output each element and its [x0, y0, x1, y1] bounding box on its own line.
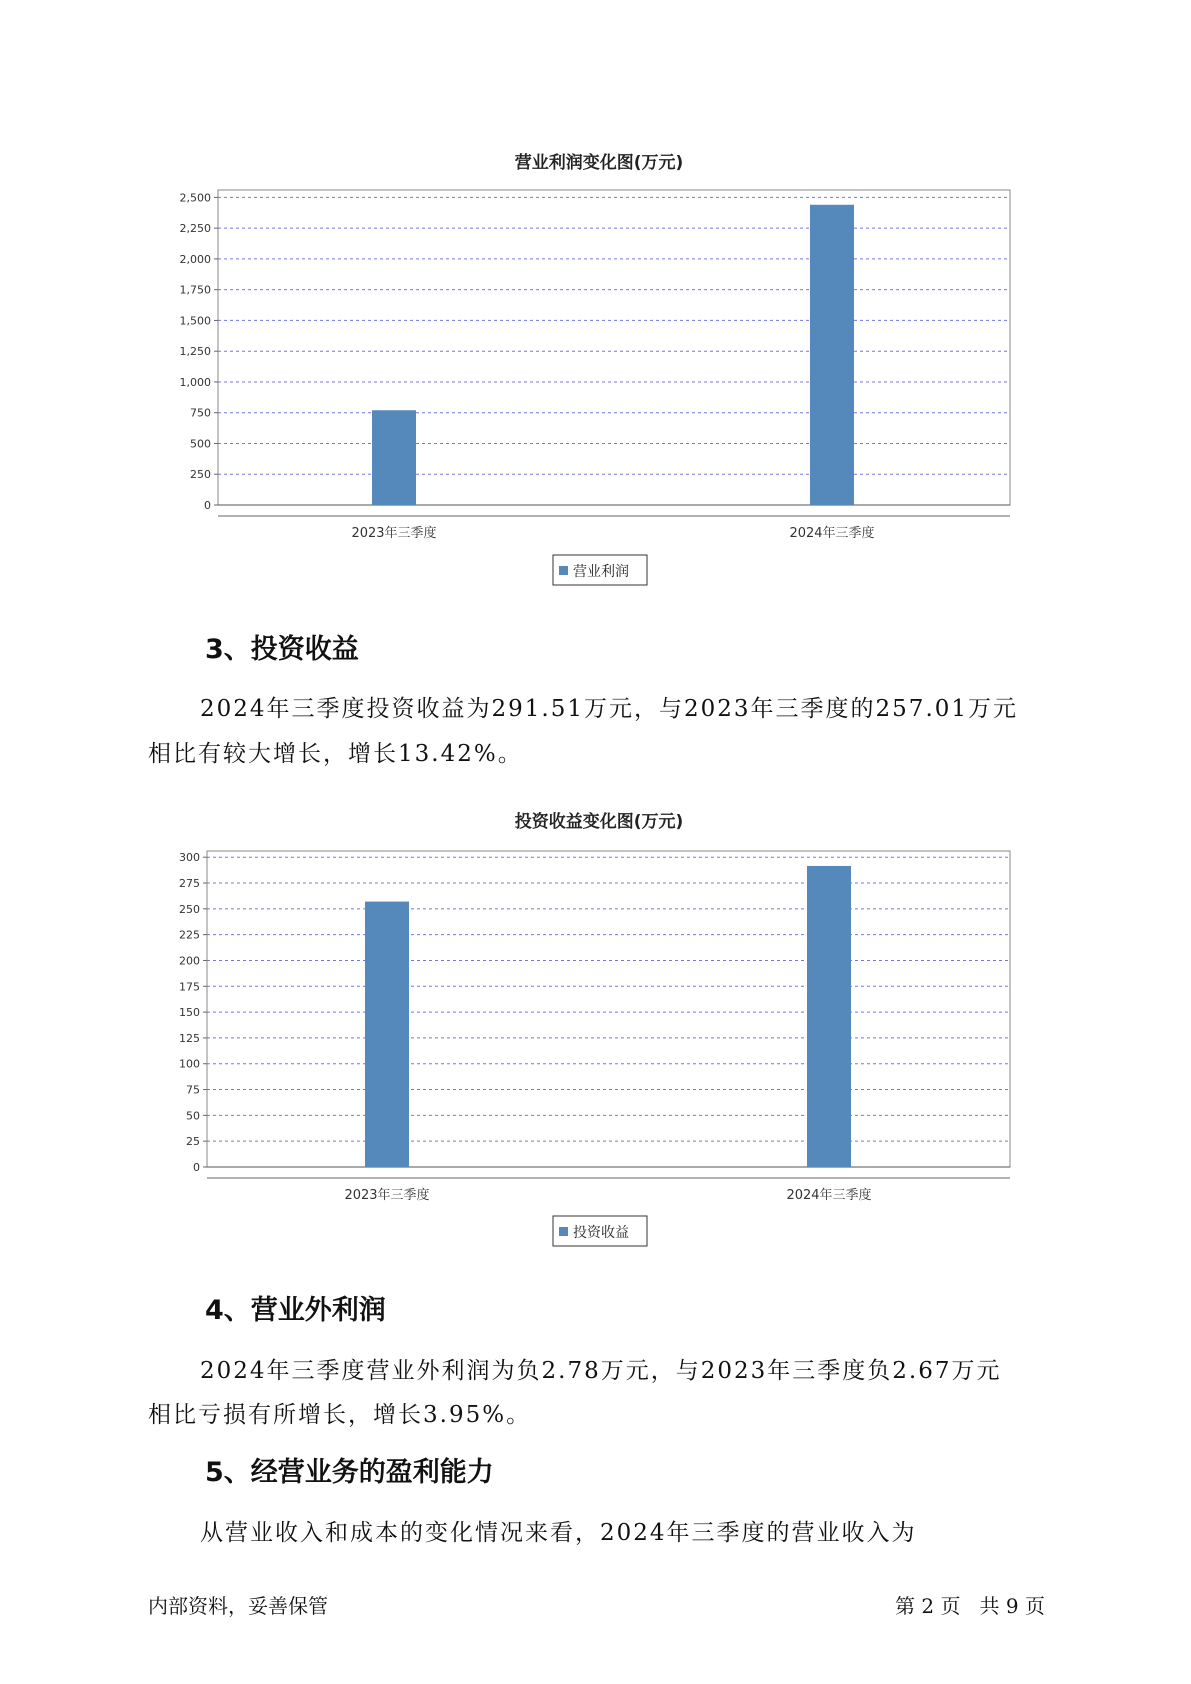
y-tick-label: 300 [179, 851, 200, 865]
y-tick-label: 50 [186, 1109, 200, 1123]
y-tick-label: 125 [179, 1031, 200, 1045]
y-tick-label: 0 [193, 1161, 200, 1174]
section-3-line-2: 相比有较大增长，增长13.42%。 [148, 741, 523, 767]
page-number: 第 2 页 共 9 页 [895, 1594, 1045, 1618]
bar-2 [807, 866, 851, 1167]
y-tick-label: 500 [190, 437, 211, 451]
section-5-line-1: 从营业收入和成本的变化情况来看，2024年三季度的营业收入为 [200, 1520, 917, 1546]
section-4-line-2: 相比亏损有所增长，增长3.95%。 [148, 1402, 532, 1428]
y-tick-label: 150 [179, 1006, 200, 1020]
y-tick-label: 0 [204, 499, 211, 512]
y-tick-label: 1,000 [179, 375, 211, 389]
y-tick-label: 175 [179, 980, 200, 994]
bar-1 [365, 902, 409, 1167]
y-tick-label: 2,500 [179, 191, 211, 205]
y-tick-label: 250 [179, 902, 200, 916]
x-tick-label: 2024年三季度 [786, 1188, 872, 1203]
footer-note: 内部资料，妥善保管 [148, 1594, 328, 1618]
y-tick-label: 250 [190, 468, 211, 482]
y-tick-label: 2,250 [179, 222, 211, 236]
y-tick-label: 1,250 [179, 345, 211, 359]
chart-title: 投资收益变化图(万元) [514, 812, 684, 832]
legend-label: 投资收益 [573, 1225, 629, 1241]
section-3-heading: 3、投资收益 [205, 634, 359, 665]
section-5-heading: 5、经营业务的盈利能力 [205, 1457, 494, 1488]
y-tick-label: 200 [179, 954, 200, 968]
legend-swatch [559, 1227, 568, 1236]
y-tick-label: 275 [179, 877, 200, 891]
y-tick-label: 225 [179, 928, 200, 942]
y-tick-label: 1,500 [179, 314, 211, 328]
section-4-line-1: 2024年三季度营业外利润为负2.78万元，与2023年三季度负2.67万元 [200, 1358, 1002, 1384]
y-tick-label: 25 [186, 1135, 200, 1149]
y-tick-label: 2,000 [179, 252, 211, 266]
x-tick-label: 2023年三季度 [351, 526, 437, 541]
y-tick-label: 100 [179, 1057, 200, 1071]
x-tick-label: 2023年三季度 [344, 1188, 430, 1203]
y-tick-label: 750 [190, 406, 211, 420]
section-3-line-1: 2024年三季度投资收益为291.51万元，与2023年三季度的257.01万元 [200, 696, 1019, 722]
y-tick-label: 75 [186, 1083, 200, 1097]
plot-area [207, 851, 1010, 1167]
legend-label: 营业利润 [573, 564, 629, 580]
x-tick-label: 2024年三季度 [789, 526, 875, 541]
section-4-heading: 4、营业外利润 [205, 1295, 386, 1326]
chart-title: 营业利润变化图(万元) [514, 153, 684, 173]
y-tick-label: 1,750 [179, 283, 211, 297]
